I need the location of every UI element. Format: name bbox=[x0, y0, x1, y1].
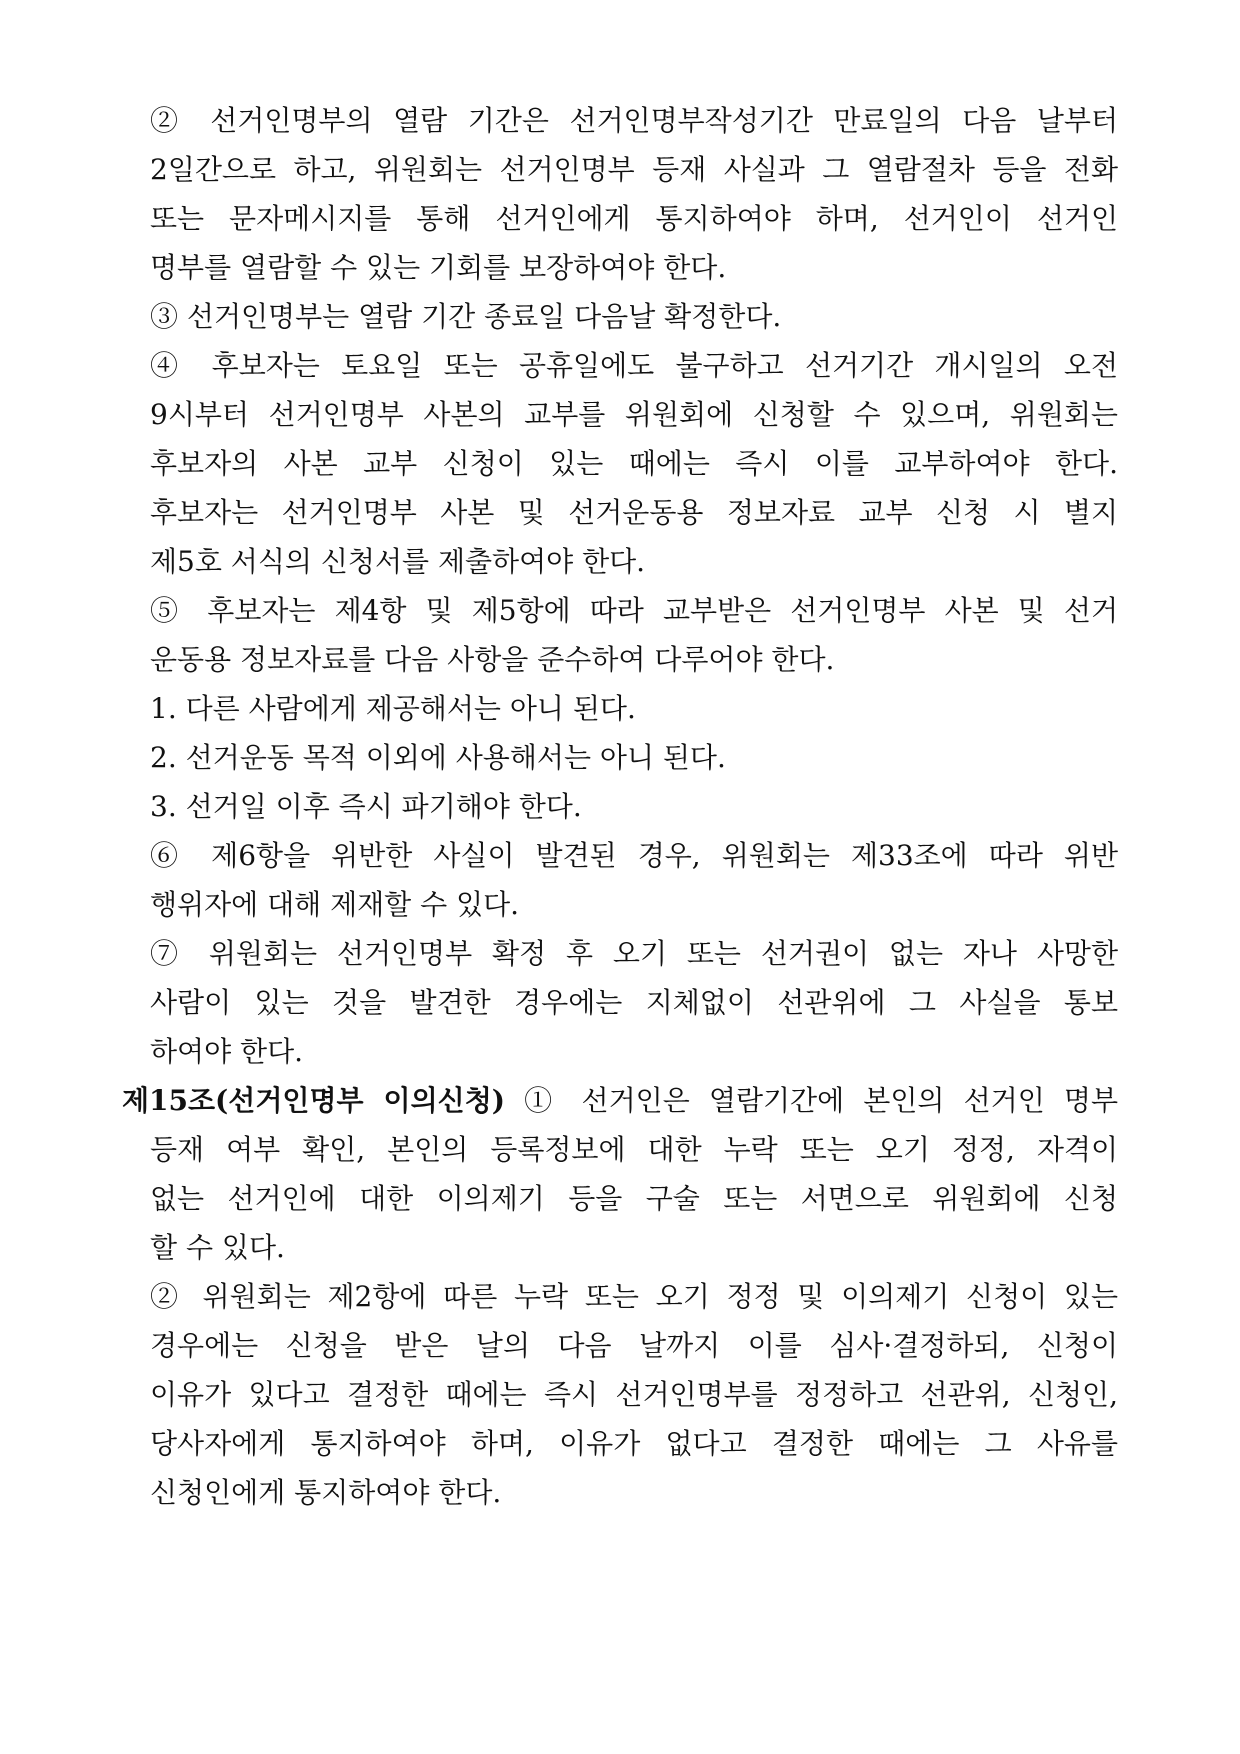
article-15-paragraph-2-line-3: 이유가 있다고 결정한 때에는 즉시 선거인명부를 정정하고 선관위, 신청인, bbox=[150, 1378, 1118, 1411]
article-15-paragraph-2-line-4: 당사자에게 통지하여야 하며, 이유가 없다고 결정한 때에는 그 사유를 bbox=[150, 1427, 1118, 1460]
article-15-line-2: 등재 여부 확인, 본인의 등록정보에 대한 누락 또는 오기 정정, 자격이 bbox=[150, 1133, 1118, 1166]
paragraph-4-line-1: ④ 후보자는 토요일 또는 공휴일에도 불구하고 선거기간 개시일의 오전 bbox=[150, 349, 1118, 382]
list-item-3: 3. 선거일 이후 즉시 파기해야 한다. bbox=[150, 790, 582, 823]
article-15-paragraph-2-line-2: 경우에는 신청을 받은 날의 다음 날까지 이를 심사·결정하되, 신청이 bbox=[150, 1329, 1118, 1362]
paragraph-7-line-2: 사람이 있는 것을 발견한 경우에는 지체없이 선관위에 그 사실을 통보 bbox=[150, 986, 1118, 1019]
paragraph-6-line-2: 행위자에 대해 제재할 수 있다. bbox=[150, 888, 520, 921]
paragraph-4-line-4: 후보자는 선거인명부 사본 및 선거운동용 정보자료 교부 신청 시 별지 bbox=[150, 496, 1118, 529]
article-15-paragraph-2-line-5: 신청인에게 통지하여야 한다. bbox=[150, 1476, 502, 1509]
paragraph-3-line-1: ③ 선거인명부는 열람 기간 종료일 다음날 확정한다. bbox=[150, 300, 782, 333]
paragraph-2-line-4: 명부를 열람할 수 있는 기회를 보장하여야 한다. bbox=[150, 251, 727, 284]
list-item-2: 2. 선거운동 목적 이외에 사용해서는 아니 된다. bbox=[150, 741, 726, 774]
article-15-heading: 제15조(선거인명부 이의신청) bbox=[122, 1084, 505, 1117]
article-15-line-3: 없는 선거인에 대한 이의제기 등을 구술 또는 서면으로 위원회에 신청 bbox=[150, 1182, 1118, 1215]
article-15-paragraph-2-line-1: ② 위원회는 제2항에 따른 누락 또는 오기 정정 및 이의제기 신청이 있는 bbox=[150, 1280, 1118, 1313]
article-15-paragraph-1-start: ① 선거인은 열람기간에 본인의 선거인 명부 bbox=[524, 1084, 1118, 1117]
paragraph-6-line-1: ⑥ 제6항을 위반한 사실이 발견된 경우, 위원회는 제33조에 따라 위반 bbox=[150, 839, 1118, 872]
paragraph-2-line-1: ② 선거인명부의 열람 기간은 선거인명부작성기간 만료일의 다음 날부터 bbox=[150, 104, 1118, 137]
article-15-line-4: 할 수 있다. bbox=[150, 1231, 285, 1264]
paragraph-2-line-2: 2일간으로 하고, 위원회는 선거인명부 등재 사실과 그 열람절차 등을 전화 bbox=[150, 153, 1118, 186]
paragraph-2-line-3: 또는 문자메시지를 통해 선거인에게 통지하여야 하며, 선거인이 선거인 bbox=[150, 202, 1118, 235]
paragraph-4-line-5: 제5호 서식의 신청서를 제출하여야 한다. bbox=[150, 545, 646, 578]
list-item-1: 1. 다른 사람에게 제공해서는 아니 된다. bbox=[150, 692, 636, 725]
article-15-line-1 bbox=[122, 1081, 1118, 1121]
paragraph-7-line-1: ⑦ 위원회는 선거인명부 확정 후 오기 또는 선거권이 없는 자나 사망한 bbox=[150, 937, 1118, 970]
paragraph-4-line-2: 9시부터 선거인명부 사본의 교부를 위원회에 신청할 수 있으며, 위원회는 bbox=[150, 398, 1118, 431]
paragraph-4-line-3: 후보자의 사본 교부 신청이 있는 때에는 즉시 이를 교부하여야 한다. bbox=[150, 447, 1118, 480]
paragraph-5-line-1: ⑤ 후보자는 제4항 및 제5항에 따라 교부받은 선거인명부 사본 및 선거 bbox=[150, 594, 1118, 627]
paragraph-5-line-2: 운동용 정보자료를 다음 사항을 준수하여 다루어야 한다. bbox=[150, 643, 835, 676]
paragraph-7-line-3: 하여야 한다. bbox=[150, 1035, 304, 1068]
